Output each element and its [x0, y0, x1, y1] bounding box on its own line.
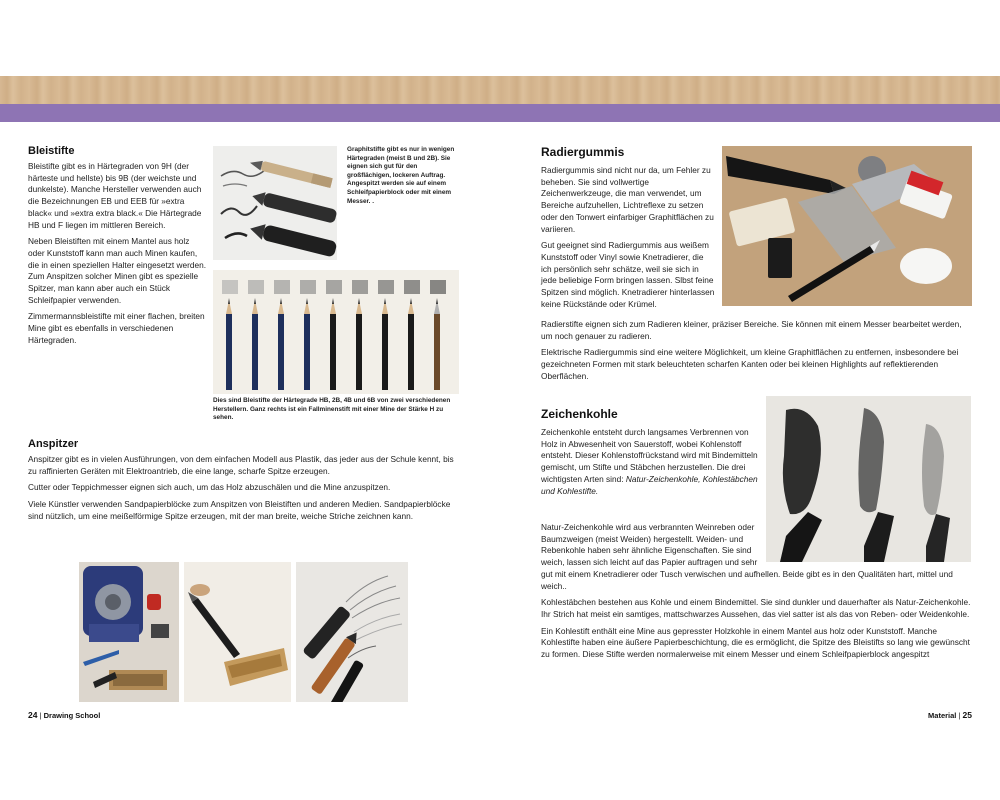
pencil-body	[408, 314, 414, 390]
graphite-swatch	[274, 280, 290, 294]
heading-zeichenkohle: Zeichenkohle	[541, 407, 618, 421]
graphite-swatch	[378, 280, 394, 294]
sandpaper-sharpening-photo	[184, 562, 291, 702]
sharpener-photo	[79, 562, 179, 702]
pencil-body	[278, 314, 284, 390]
caption-pencils-grades	[213, 397, 459, 423]
graphite-swatch	[404, 280, 420, 294]
heading-radiergummis: Radiergummis	[541, 145, 625, 159]
section-anspitzer	[28, 438, 460, 523]
footer-left	[28, 710, 100, 720]
anspitzer-paragraph-3: Viele Künstler verwenden Sandpapierblöcke zum Anspitzen von Bleistiften und anderen Medien. Sandpapierblöcke sind nützlich, um eine meißelförmige Spitze erzeugen, mit der man breite, weiche Striche zeichnen kann.	[28, 499, 451, 521]
radiergummis-paragraph-2: Gut geeignet sind Radiergummis aus weißem Kunststoff oder Vinyl sowie Knetradierer, die ich persönlich sehr schätze, weil sie sich in jede beliebige Form bringen lassen. Slbst feine Spitzen sind möglich. Knetradierer hinterlassen keine Rückstände oder Krümel.	[541, 240, 715, 309]
graphite-swatch	[248, 280, 264, 294]
pencil-body	[356, 314, 362, 390]
caption-graphite-sticks	[347, 146, 457, 206]
section-radiergummis	[541, 145, 716, 310]
footer-left-page-number: 24	[28, 710, 38, 720]
footer-right-title: Material	[928, 711, 957, 720]
pencil-body	[330, 314, 336, 390]
zeichenkohle-paragraph-2: Natur-Zeichenkohle wird aus verbrannten Weinreben oder Baumzweigen (meist Weiden) hergestellt. Weiden- und Rebenkohle haben sehr ähnliche Eigenschaften. Sie sind weich, lassen sich leicht auf das Papier auftragen und sehr gut mit einem Knetradierer oder Tusch verwischen und aufhellen. Beide gibt es in den Qualitäten hart, mittel und weich..	[541, 522, 953, 591]
zeichenkohle-types-italic: Natur-Zeichenkohle, Kohlestäbchen und Kohlestifte.	[541, 473, 758, 496]
anspitzer-paragraph-1: Anspitzer gibt es in vielen Ausführungen, von dem einfachen Modell aus Plastik, das jeder aus der Schule kennt, bis zu raffinierten Geräten mit Elektroantrieb, die eine lange, scharfe Spitze erzeugen.	[28, 454, 454, 476]
heading-anspitzer: Anspitzer	[28, 438, 79, 450]
bleistifte-paragraph-2: Neben Bleistiften mit einem Mantel aus holz oder Kunststoff kann man auch Minen kaufen, die in einen speziellen Halter eingesetzt werden. Zum Anspitzen solcher Minen gibt es spezielle Spitzer, man kann aber auch ein Stück Schleifpapier verwenden.	[28, 236, 207, 305]
graphite-swatch	[352, 280, 368, 294]
graphite-swatch	[222, 280, 238, 294]
erasers-photo	[722, 146, 972, 306]
zeichenkohle-paragraph-3: Kohlestäbchen bestehen aus Kohle und einem Bindemittel. Sie sind dunkler und dauerhafter als Natur-Zeichenkohle. Ihr Strich hat meist ein samtiges, mattschwarzes Aussehen, das viel satter ist als das von Reben- oder Weidenkohle.	[541, 597, 971, 619]
pencil-body	[382, 314, 388, 390]
header-wood-band	[0, 76, 1000, 104]
footer-right-separator: |	[958, 711, 961, 720]
graphite-swatch	[430, 280, 446, 294]
section-bleistifte	[28, 145, 208, 347]
graphite-sticks-photo	[213, 146, 337, 260]
bleistifte-paragraph-3: Zimmermannsbleistifte mit einer flachen, breiten Mine gibt es ebenfalls in verschiedenen Härtegraden.	[28, 311, 205, 345]
heading-bleistifte: Bleistifte	[28, 145, 75, 157]
footer-right	[928, 710, 972, 720]
graphite-swatch	[326, 280, 342, 294]
footer-right-page-number: 25	[962, 710, 972, 720]
zeichenkohle-paragraph-1-text: Zeichenkohle entsteht durch langsames Verbrennen von Holz in Abwesenheit von Sauerstoff, wobei Kohlenstoff entsteht. Dieser Kohlenstoffrückstand wird mit Bindemitteln gemischt, um Stifte und Stäbchen herzustellen. Die drei wichtigsten Arten sind:	[541, 427, 758, 484]
charcoal-pencils-photo	[296, 562, 408, 702]
caption-pencils-text: Dies sind Bleistifte der Härtegrade HB, 2B, 4B und 6B von zwei verschiedenen Herstellern. Ganz rechts ist ein Fallminenstift mit einer Mine der Stärke H zu sehen.	[213, 397, 451, 422]
footer-left-title: Drawing School	[43, 711, 101, 720]
pencil-body	[434, 314, 440, 390]
pencils-grades-photo	[213, 270, 459, 394]
anspitzer-paragraph-2: Cutter oder Teppichmesser eignen sich auch, um das Holz abzuschälen und die Mine anzuspitzen.	[28, 482, 391, 493]
graphite-swatch	[300, 280, 316, 294]
photo-wrap-spacer	[759, 522, 973, 564]
header-purple-band	[0, 104, 1000, 122]
section-zeichenkohle	[541, 407, 759, 497]
caption-graphite-text: Graphitstifte gibt es nur in wenigen Härtegraden (meist B und 2B). Sie eignen sich gut für den großflächigen, lockeren Auftrag. Angespitzt werden sie auf einem Schleifpapierblock oder mit einem Messer. .	[347, 146, 455, 205]
radiergummis-paragraph-1: Radiergummis sind nicht nur da, um Fehler zu beheben. Sie sind vollwertige Zeichenwerkzeuge, die man verwendet, um Bereiche aufzuhellen, Lichtreflexe zu setzen oder den Tonwert einfarbiger Graphitflächen zu variieren.	[541, 165, 714, 234]
pencil-body	[252, 314, 258, 390]
pencil-body	[226, 314, 232, 390]
section-radiergummis-continued	[541, 319, 973, 383]
zeichenkohle-paragraph-4: Ein Kohlestift enthält eine Mine aus gepresster Holzkohle in einem Mantel aus holz oder Kunststoff. Manche Kohlestifte haben eine äußere Papierbeschichtung, die es ermöglicht, die Spitze des Bleistifts so lang wie gewünscht zu formen. Diese Stifte werden normalerweise mit einem Messer und einem Schleifpapierblock angespitzt	[541, 625, 970, 660]
radiergummis-paragraph-3: Radierstifte eignen sich zum Radieren kleiner, präziser Bereiche. Sie können mit einem Messer bearbeitet werden, um noch genauer zu radieren.	[541, 319, 962, 341]
zeichenkohle-paragraph-1	[541, 427, 759, 497]
pencil-body	[304, 314, 310, 390]
radiergummis-paragraph-4: Elektrische Radiergummis sind eine weitere Möglichkeit, um kleine Graphitflächen zu entfernen, insbesondere bei gezeichneten Formen mit stark beleuchteten scharfen Kanten oder bei kleinen Highlights auf reflektierenden Oberflächen.	[541, 347, 959, 381]
bleistifte-paragraph-1: Bleistifte gibt es in Härtegraden von 9H (der härteste und hellste) bis 9B (der weichste und dunkelste). Manche Hersteller verwenden auch die Bezeichnungen EB und EEB für »extra black« und »extra extra black.« Die Härtegrade HB und F liegen im mittleren Bereich.	[28, 161, 202, 230]
footer-left-separator: |	[39, 711, 42, 720]
section-zeichenkohle-body	[541, 522, 973, 661]
